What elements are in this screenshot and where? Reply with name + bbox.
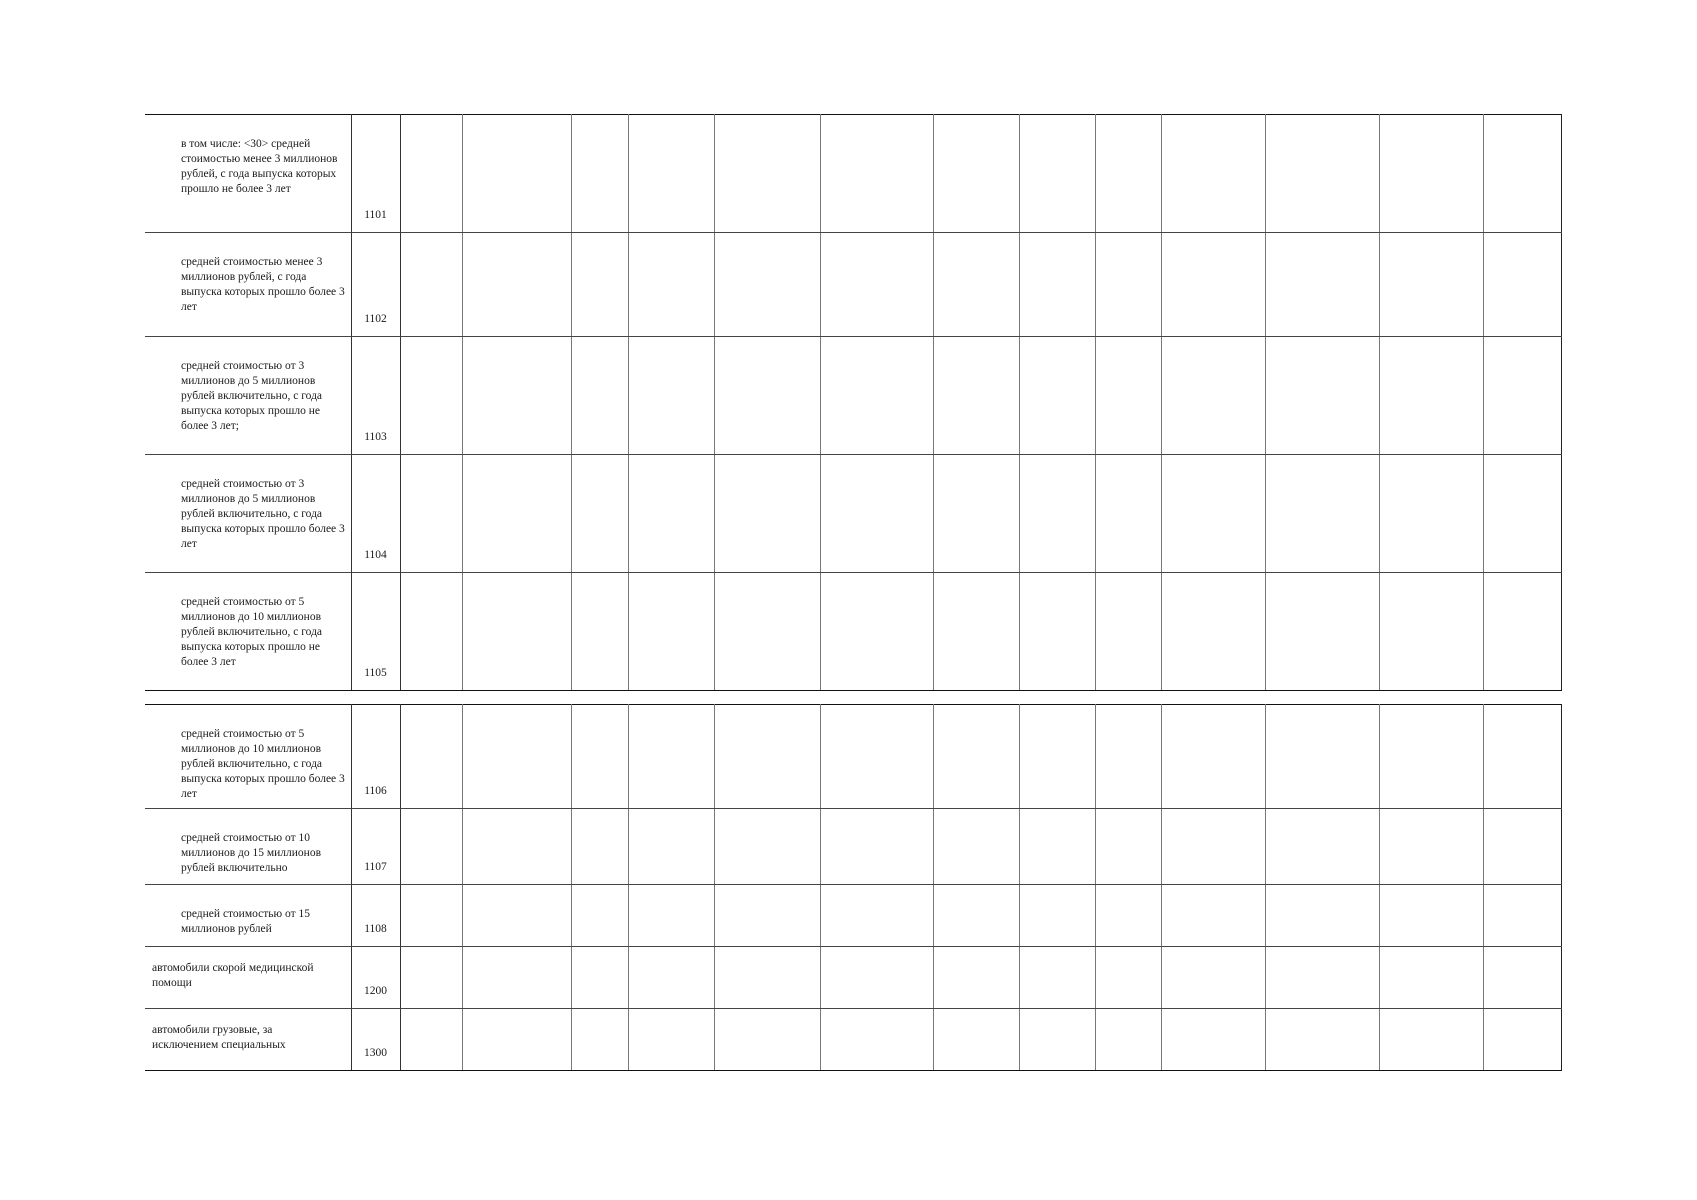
data-entry-cell[interactable]: [1161, 233, 1265, 337]
data-entry-cell[interactable]: [1483, 573, 1561, 691]
data-entry-cell[interactable]: [1095, 455, 1161, 573]
data-entry-cell[interactable]: [1265, 573, 1379, 691]
row-code-cell: [351, 947, 400, 1009]
row-label-cell: [145, 809, 351, 885]
data-entry-cell[interactable]: [571, 233, 628, 337]
row-code: 1102: [364, 313, 387, 325]
data-entry-cell[interactable]: [1161, 115, 1265, 233]
data-entry-cell[interactable]: [400, 1009, 462, 1071]
data-entry-cell[interactable]: [1019, 337, 1095, 455]
data-entry-cell[interactable]: [714, 115, 820, 233]
data-entry-cell[interactable]: [1379, 115, 1483, 233]
data-entry-cell[interactable]: [1161, 947, 1265, 1009]
data-entry-cell[interactable]: [820, 809, 933, 885]
data-entry-cell[interactable]: [1379, 809, 1483, 885]
row-code-cell: [351, 1009, 400, 1071]
data-entry-cell[interactable]: [571, 115, 628, 233]
data-entry-cell[interactable]: [933, 1009, 1019, 1071]
data-entry-cell[interactable]: [628, 337, 714, 455]
data-entry-cell[interactable]: [1019, 233, 1095, 337]
data-entry-cell[interactable]: [628, 1009, 714, 1071]
data-entry-cell[interactable]: [1483, 115, 1561, 233]
row-code-cell: [351, 337, 400, 455]
data-entry-cell[interactable]: [462, 573, 571, 691]
data-entry-cell[interactable]: [1483, 809, 1561, 885]
table-row: [145, 885, 1561, 947]
data-entry-cell[interactable]: [571, 809, 628, 885]
data-entry-cell[interactable]: [1095, 337, 1161, 455]
data-entry-cell[interactable]: [1019, 455, 1095, 573]
data-entry-cell[interactable]: [1019, 573, 1095, 691]
row-label-cell: [145, 947, 351, 1009]
data-entry-cell[interactable]: [933, 115, 1019, 233]
data-entry-cell[interactable]: [933, 573, 1019, 691]
data-entry-cell[interactable]: [571, 1009, 628, 1071]
table-row: [145, 1009, 1561, 1071]
data-entry-cell[interactable]: [1265, 115, 1379, 233]
data-entry-cell[interactable]: [714, 947, 820, 1009]
data-entry-cell[interactable]: [1265, 337, 1379, 455]
data-entry-cell[interactable]: [1019, 705, 1095, 809]
data-entry-cell[interactable]: [1161, 1009, 1265, 1071]
data-entry-cell[interactable]: [1095, 573, 1161, 691]
data-entry-cell[interactable]: [628, 233, 714, 337]
row-code: 1200: [364, 985, 387, 997]
row-code-cell: [351, 809, 400, 885]
data-entry-cell[interactable]: [462, 115, 571, 233]
data-entry-cell[interactable]: [1095, 947, 1161, 1009]
data-entry-cell[interactable]: [820, 455, 933, 573]
data-entry-cell[interactable]: [933, 455, 1019, 573]
data-entry-cell[interactable]: [714, 705, 820, 809]
data-entry-cell[interactable]: [400, 573, 462, 691]
row-code-cell: [351, 233, 400, 337]
data-entry-cell[interactable]: [933, 885, 1019, 947]
row-code: 1300: [364, 1047, 387, 1059]
data-entry-cell[interactable]: [714, 455, 820, 573]
row-code-cell: [351, 115, 400, 233]
table-row: [145, 337, 1561, 455]
row-label: средней стоимостью от 10 миллионов до 15 миллионов рублей включительно: [181, 832, 322, 874]
data-entry-cell[interactable]: [1265, 1009, 1379, 1071]
data-entry-cell[interactable]: [571, 705, 628, 809]
table-row: [145, 705, 1561, 809]
data-entry-cell[interactable]: [1483, 947, 1561, 1009]
data-entry-cell[interactable]: [1095, 1009, 1161, 1071]
form-table-lower: [145, 704, 1562, 1071]
row-code-cell: [351, 885, 400, 947]
data-entry-cell[interactable]: [400, 809, 462, 885]
data-entry-cell[interactable]: [400, 337, 462, 455]
row-label: автомобили грузовые, за исключением специальных: [152, 1024, 286, 1051]
data-entry-cell[interactable]: [933, 337, 1019, 455]
data-entry-cell[interactable]: [1379, 233, 1483, 337]
row-code: 1108: [364, 923, 387, 935]
row-code-cell: [351, 705, 400, 809]
data-entry-cell[interactable]: [1379, 1009, 1483, 1071]
table-row: [145, 947, 1561, 1009]
data-entry-cell[interactable]: [1265, 885, 1379, 947]
data-entry-cell[interactable]: [1379, 947, 1483, 1009]
data-entry-cell[interactable]: [1161, 885, 1265, 947]
table-row: [145, 573, 1561, 691]
data-entry-cell[interactable]: [628, 947, 714, 1009]
row-code: 1104: [364, 549, 387, 561]
data-entry-cell[interactable]: [1379, 455, 1483, 573]
row-label: средней стоимостью от 5 миллионов до 10 миллионов рублей включительно, с года выпуска которых прошло не более 3 лет: [181, 596, 323, 668]
data-entry-cell[interactable]: [400, 233, 462, 337]
data-entry-cell[interactable]: [400, 947, 462, 1009]
row-label: средней стоимостью от 3 миллионов до 5 миллионов рублей включительно, с года выпуска которых прошло не более 3 лет;: [181, 360, 323, 432]
data-entry-cell[interactable]: [400, 115, 462, 233]
data-entry-cell[interactable]: [462, 455, 571, 573]
data-entry-cell[interactable]: [1265, 947, 1379, 1009]
data-entry-cell[interactable]: [1095, 809, 1161, 885]
data-entry-cell[interactable]: [1161, 809, 1265, 885]
row-label: в том числе: <30> средней стоимостью менее 3 миллионов рублей, с года выпуска которых прошло не более 3 лет: [181, 138, 338, 195]
data-entry-cell[interactable]: [462, 337, 571, 455]
data-entry-cell[interactable]: [1161, 337, 1265, 455]
row-label-cell: [145, 455, 351, 573]
data-entry-cell[interactable]: [714, 809, 820, 885]
data-entry-cell[interactable]: [1095, 233, 1161, 337]
data-entry-cell[interactable]: [628, 705, 714, 809]
data-entry-cell[interactable]: [933, 233, 1019, 337]
data-entry-cell[interactable]: [820, 1009, 933, 1071]
data-entry-cell[interactable]: [628, 455, 714, 573]
data-entry-cell[interactable]: [933, 705, 1019, 809]
data-entry-cell[interactable]: [1483, 885, 1561, 947]
data-entry-cell[interactable]: [820, 573, 933, 691]
data-entry-cell[interactable]: [1379, 885, 1483, 947]
data-entry-cell[interactable]: [400, 705, 462, 809]
data-entry-cell[interactable]: [1483, 337, 1561, 455]
data-entry-cell[interactable]: [628, 115, 714, 233]
data-entry-cell[interactable]: [1095, 115, 1161, 233]
data-entry-cell[interactable]: [1379, 337, 1483, 455]
row-code: 1106: [364, 785, 387, 797]
row-label: средней стоимостью от 15 миллионов рублей: [181, 908, 310, 935]
row-label: автомобили скорой медицинской помощи: [152, 962, 314, 989]
table-row: [145, 115, 1561, 233]
data-entry-cell[interactable]: [571, 885, 628, 947]
data-entry-cell[interactable]: [1161, 573, 1265, 691]
row-code: 1105: [364, 667, 387, 679]
row-label-cell: [145, 573, 351, 691]
data-entry-cell[interactable]: [462, 233, 571, 337]
data-entry-cell[interactable]: [933, 809, 1019, 885]
row-label: средней стоимостью менее 3 миллионов рублей, с года выпуска которых прошло более 3 лет: [181, 256, 345, 313]
row-code-cell: [351, 455, 400, 573]
row-label-cell: [145, 885, 351, 947]
data-entry-cell[interactable]: [1095, 705, 1161, 809]
data-entry-cell[interactable]: [400, 885, 462, 947]
data-entry-cell[interactable]: [462, 1009, 571, 1071]
data-entry-cell[interactable]: [1161, 455, 1265, 573]
data-entry-cell[interactable]: [628, 573, 714, 691]
row-label-cell: [145, 1009, 351, 1071]
data-entry-cell[interactable]: [462, 885, 571, 947]
data-entry-cell[interactable]: [462, 705, 571, 809]
data-entry-cell[interactable]: [1019, 947, 1095, 1009]
data-entry-cell[interactable]: [1483, 233, 1561, 337]
data-entry-cell[interactable]: [1265, 809, 1379, 885]
form-table-upper: [145, 114, 1562, 691]
row-label: средней стоимостью от 5 миллионов до 10 миллионов рублей включительно, с года выпуска которых прошло более 3 лет: [181, 728, 345, 800]
data-entry-cell[interactable]: [820, 233, 933, 337]
row-code: 1101: [364, 209, 387, 221]
data-entry-cell[interactable]: [820, 115, 933, 233]
data-entry-cell[interactable]: [1161, 705, 1265, 809]
data-entry-cell[interactable]: [1019, 1009, 1095, 1071]
data-entry-cell[interactable]: [400, 455, 462, 573]
row-label-cell: [145, 337, 351, 455]
table-row: [145, 455, 1561, 573]
row-label-cell: [145, 705, 351, 809]
data-entry-cell[interactable]: [820, 947, 933, 1009]
data-entry-cell[interactable]: [1265, 233, 1379, 337]
data-entry-cell[interactable]: [1095, 885, 1161, 947]
data-entry-cell[interactable]: [1379, 573, 1483, 691]
row-code: 1103: [364, 431, 387, 443]
data-entry-cell[interactable]: [571, 337, 628, 455]
row-code: 1107: [364, 861, 387, 873]
table-row: [145, 233, 1561, 337]
table-row: [145, 809, 1561, 885]
data-entry-cell[interactable]: [628, 809, 714, 885]
data-entry-cell[interactable]: [462, 947, 571, 1009]
data-entry-cell[interactable]: [462, 809, 571, 885]
data-entry-cell[interactable]: [820, 885, 933, 947]
data-entry-cell[interactable]: [714, 885, 820, 947]
data-entry-cell[interactable]: [1379, 705, 1483, 809]
data-entry-cell[interactable]: [1483, 705, 1561, 809]
data-entry-cell[interactable]: [714, 573, 820, 691]
row-code-cell: [351, 573, 400, 691]
row-label: средней стоимостью от 3 миллионов до 5 миллионов рублей включительно, с года выпуска которых прошло более 3 лет: [181, 478, 345, 550]
data-entry-cell[interactable]: [628, 885, 714, 947]
data-entry-cell[interactable]: [1483, 1009, 1561, 1071]
row-label-cell: [145, 233, 351, 337]
data-entry-cell[interactable]: [1483, 455, 1561, 573]
data-entry-cell[interactable]: [571, 573, 628, 691]
data-entry-cell[interactable]: [1019, 885, 1095, 947]
data-entry-cell[interactable]: [571, 455, 628, 573]
data-entry-cell[interactable]: [571, 947, 628, 1009]
data-entry-cell[interactable]: [1265, 705, 1379, 809]
data-entry-cell[interactable]: [714, 233, 820, 337]
data-entry-cell[interactable]: [820, 337, 933, 455]
data-entry-cell[interactable]: [820, 705, 933, 809]
data-entry-cell[interactable]: [714, 337, 820, 455]
data-entry-cell[interactable]: [714, 1009, 820, 1071]
data-entry-cell[interactable]: [1265, 455, 1379, 573]
row-label-cell: [145, 115, 351, 233]
data-entry-cell[interactable]: [1019, 115, 1095, 233]
data-entry-cell[interactable]: [933, 947, 1019, 1009]
data-entry-cell[interactable]: [1019, 809, 1095, 885]
